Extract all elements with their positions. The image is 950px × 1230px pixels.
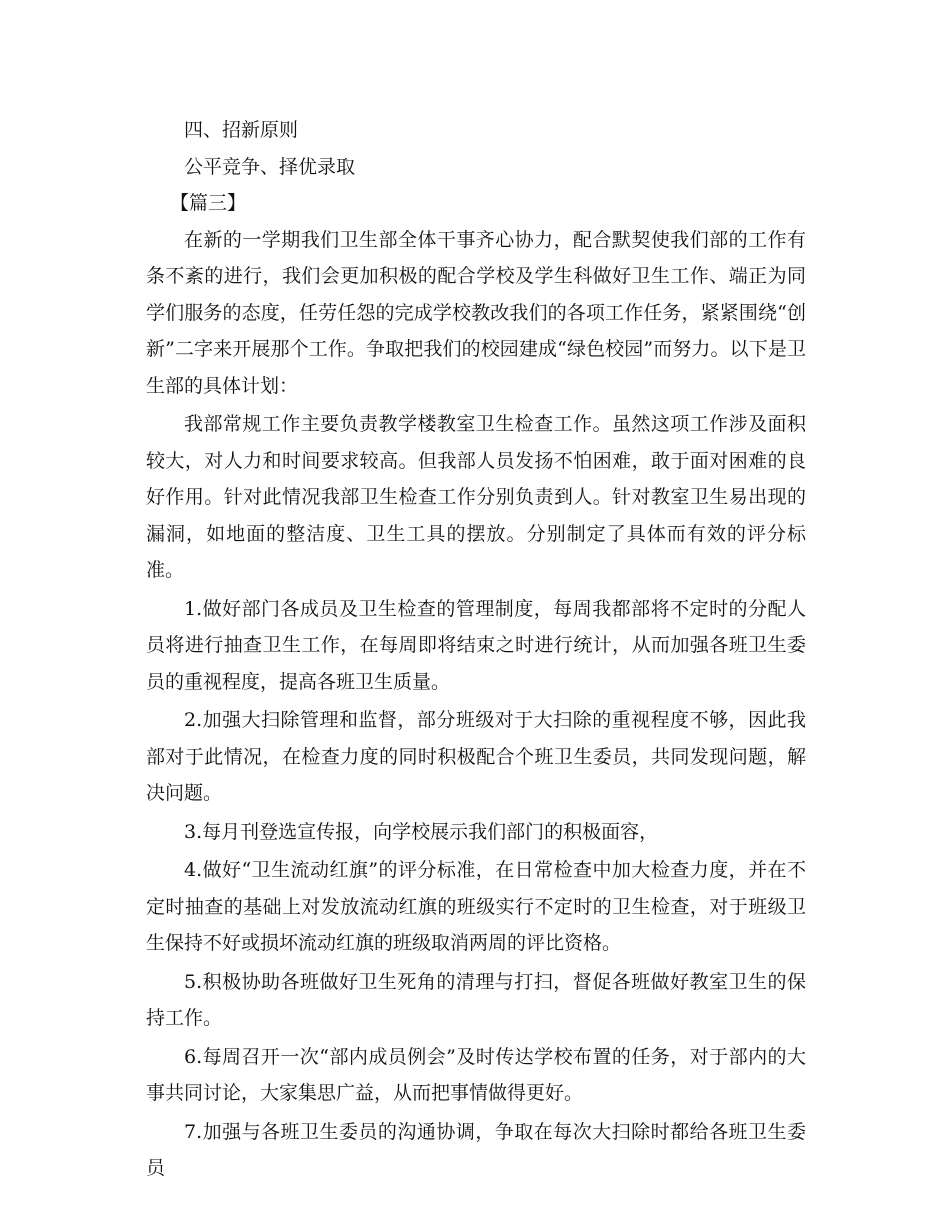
paragraph-item-6: 6.每周召开一次“部内成员例会”及时传达学校布置的任务，对于部内的大事共同讨论，大家集思广益，从而把事情做得更好。 xyxy=(146,1045,806,1104)
paragraph-intro: 在新的一学期我们卫生部全体干事齐心协力，配合默契使我们部的工作有条不紊的进行，我们会更加积极的配合学校及学生科做好卫生工作、端正为同学们服务的态度，任劳任怨的完成学校教改我们的各项工作任务，紧紧围绕“创新”二字来开展那个工作。争取把我们的校园建成“绿色校园”而努力。以下是卫生部的具体计划： xyxy=(146,228,806,397)
paragraph-item-2: 2.加强大扫除管理和监督，部分班级对于大扫除的重视程度不够，因此我部对于此情况，在检查力度的同时积极配合个班卫生委员，共同发现问题，解决问题。 xyxy=(146,709,806,804)
paragraph-item-7: 7.加强与各班卫生委员的沟通协调，争取在每次大扫除时都给各班卫生委员 xyxy=(146,1120,806,1179)
principle-text: 公平竞争、择优录取 xyxy=(184,155,356,178)
paragraph-item-4: 4.做好“卫生流动红旗”的评分标准，在日常检查中加大检查力度，并在不定时抽查的基础上对发放流动红旗的班级实行不定时的卫生检查，对于班级卫生保持不好或损坏流动红旗的班级取消两周的评比资格。 xyxy=(146,859,806,954)
section-heading: 四、招新原则 xyxy=(184,119,299,141)
paragraph-item-3: 3.每月刊登选宣传报，向学校展示我们部门的积极面容， xyxy=(184,820,659,843)
paragraph-item-5: 5.积极协助各班做好卫生死角的清理与打扫，督促各班做好教室卫生的保持工作。 xyxy=(146,970,806,1029)
section-label: 【篇三】 xyxy=(170,192,247,214)
paragraph-item-1: 1.做好部门各成员及卫生检查的管理制度，每周我都部将不定时的分配人员将进行抽查卫生工作，在每周即将结束之时进行统计，从而加强各班卫生委员的重视程度，提高各班卫生质量。 xyxy=(146,597,806,693)
paragraph-routine: 我部常规工作主要负责教学楼教室卫生检查工作。虽然这项工作涉及面积较大，对人力和时间要求较高。但我部人员发扬不怕困难，敢于面对困难的良好作用。针对此情况我部卫生检查工作分别负责到人。针对教室卫生易出现的漏洞，如地面的整洁度、卫生工具的摆放。分别制定了具体而有效的评分标准。 xyxy=(146,413,806,581)
document-page xyxy=(146,112,806,1189)
